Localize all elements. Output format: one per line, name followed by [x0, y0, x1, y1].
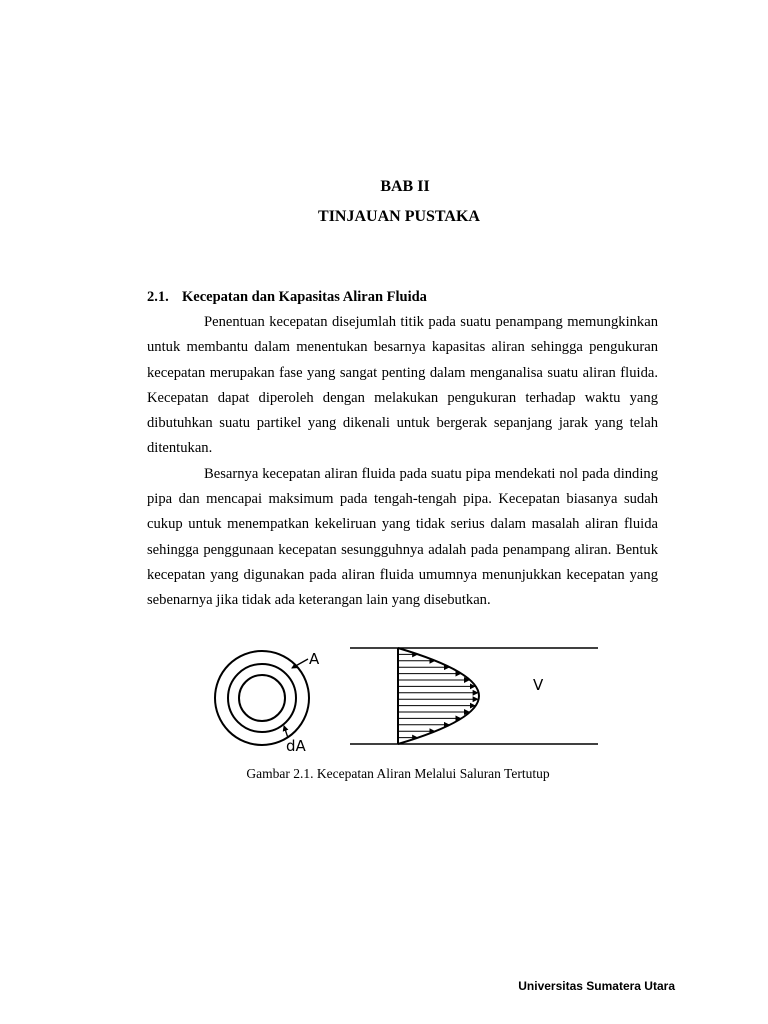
section-heading [147, 287, 427, 307]
label-area: A [309, 650, 320, 668]
pipe-cross-section [215, 650, 320, 755]
label-element: dA [286, 737, 306, 755]
figure-drawing [200, 640, 610, 760]
body-text [147, 310, 658, 614]
velocity-arrows [398, 654, 478, 737]
figure-velocity-profile [200, 640, 610, 760]
section-title: Kecepatan dan Kapasitas Aliran Fluida [182, 289, 427, 305]
figure-caption: Gambar 2.1. Kecepatan Aliran Melalui Saluran Tertutup [246, 766, 550, 781]
chapter-title: TINJAUAN PUSTAKA [318, 208, 480, 225]
paragraph: Penentuan kecepatan disejumlah titik pada suatu penampang memungkinkan untuk membantu dalam menentukan besarnya kapasitas aliran sehingga pengukuran kecepatan merupakan fase yang sangat penting dalam menganalisa suatu aliran fluida. Kecepatan dapat diperoleh dengan melakukan pengukuran terhadap waktu yang dibutuhkan suatu partikel yang dikenali untuk bergerak sepanjang jarak yang telah ditentukan. [147, 314, 658, 457]
pipe-longitudinal-section [350, 648, 598, 744]
label-velocity: V [533, 676, 544, 694]
section-number: 2.1. [147, 289, 169, 305]
chapter-heading [0, 177, 768, 227]
paragraph: Besarnya kecepatan aliran fluida pada suatu pipa mendekati nol pada dinding pipa dan mencapai maksimum pada tengah-tengah pipa. Kecepatan biasanya sudah cukup untuk menempatkan kekeliruan yang tidak serius dalam masalah aliran fluida sehingga penggunaan kecepatan sesungguhnya adalah pada penampang aliran. Bentuk kecepatan yang digunakan pada aliran fluida umumnya menunjukkan kecepatan yang sebenarnya jika tidak ada keterangan lain yang disebutkan. [147, 465, 658, 609]
velocity-profile-curve [398, 648, 479, 744]
chapter-number: BAB II [380, 178, 430, 195]
inner-circle [239, 675, 285, 721]
outer-circle [215, 651, 309, 745]
footer-institution: Universitas Sumatera Utara [518, 979, 675, 993]
